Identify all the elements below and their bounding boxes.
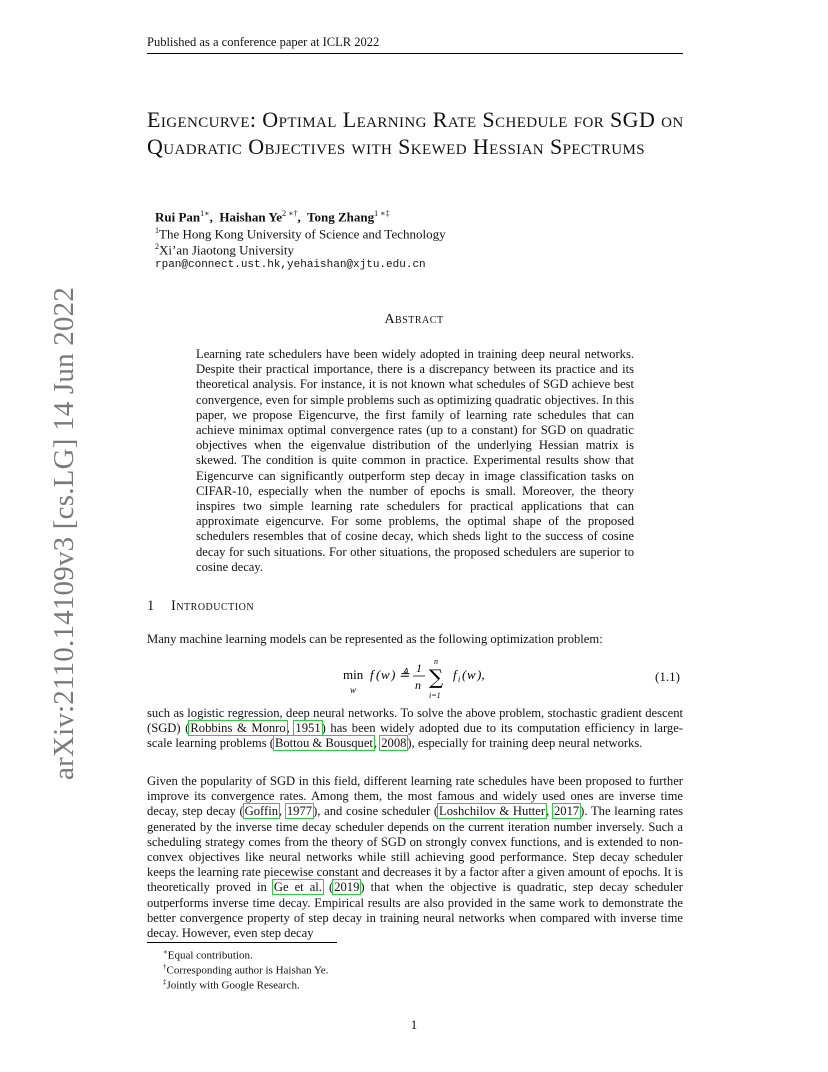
svg-text:w: w	[350, 685, 357, 695]
paper-title: Eigencurve: Optimal Learning Rate Schedule for SGD on Quadratic Objectives with Skewed Hessian Spectrums	[147, 107, 684, 159]
author-marks: 1∗	[200, 209, 210, 218]
affiliation	[155, 226, 446, 242]
svg-text:n: n	[415, 678, 421, 692]
svg-text:∑: ∑	[429, 665, 444, 689]
text-run: ). The learning rates generated by the inverse time decay scheduler depends on the current iteration number inversely. Such a scheduling strategy comes from the theory of SGD on strongly convex functions, and is extended to non-convex objectives like neural networks while still achieving good performance. Step decay scheduler keeps the learning rate piecewise constant and decreases it by a factor after a given amount of epochs. It is theoretically proved in	[147, 804, 684, 895]
text-run: ,	[286, 721, 295, 736]
citation-year-link[interactable]: 1977	[286, 804, 313, 819]
text-run: ,	[546, 804, 553, 819]
text-run: ,	[373, 736, 381, 751]
svg-text:f: f	[370, 667, 374, 682]
equation	[343, 656, 543, 701]
affiliation-number: 1	[155, 226, 159, 235]
section-title: Introduction	[171, 598, 255, 614]
citation-year-link[interactable]: 1951	[295, 721, 321, 736]
abstract-text: Learning rate schedulers have been widely adopted in training deep neural networks. Despite their practical importance, there is a discrepancy between its practice and its theoretical analysis. For instance, it is not known what schedules of SGD achieve best convergence, even for simple problems such as optimizing quadratic objectives. In this paper, we propose Eigencurve, the first family of learning rate schedules that can achieve minimax optimal convergence rates (up to a constant) for SGD on quadratic objectives when the eigenvalue distribution of the underlying Hessian matrix is skewed. The condition is quite common in practice. Experimental results show that Eigencurve can significantly outperform step decay in image classification tasks on CIFAR-10, especially when the number of epochs is small. Moreover, the theory inspires two simple learning rate schedulers for practical applications that can approximate eigencurve. For some problems, the optimal shape of the proposed schedulers resembles that of cosine decay, which sheds light to the success of cosine decay for such situations. For other situations, the proposed schedulers are superior to cosine decay.	[196, 347, 634, 574]
text-run: (	[322, 880, 334, 895]
arxiv-stamp-text: arXiv:2110.14109v3 [cs.LG] 14 Jun 2022	[48, 286, 80, 780]
text-run: ), and cosine scheduler (	[313, 804, 439, 819]
svg-text:n: n	[434, 657, 438, 666]
text-run: ,	[279, 804, 286, 819]
svg-text:min: min	[343, 667, 364, 682]
running-header: Published as a conference paper at ICLR 2022	[147, 35, 380, 49]
svg-text:i=1: i=1	[429, 691, 441, 700]
abstract-heading: Abstract	[384, 312, 444, 327]
arxiv-stamp	[0, 280, 80, 780]
citation-year-link[interactable]: 2017	[553, 804, 580, 819]
footnote-text: Equal contribution.	[167, 949, 253, 962]
author-marks: 1 ∗‡	[374, 209, 390, 218]
intro-paragraph: Many machine learning models can be represented as the following optimization problem:	[147, 632, 603, 646]
header-rule	[147, 53, 683, 54]
affiliation-name: The Hong Kong University of Science and Technology	[159, 226, 446, 242]
text-run: ) that when the objective is quadratic, step decay scheduler outperforms inverse time decay. Empirical results are also provided in the same work to demonstrate the better convergence property of step decay in training neural networks when compared with inverse time decay. However, even step decay	[147, 880, 683, 941]
svg-text:(: (	[462, 667, 467, 682]
section-number: 1	[147, 598, 155, 614]
svg-text:i: i	[458, 675, 461, 684]
svg-text:f: f	[453, 667, 457, 682]
equation-number: (1.1)	[655, 669, 680, 684]
citation-link[interactable]: Bottou & Bousquet	[274, 736, 373, 751]
footnote-mark: †	[163, 963, 167, 971]
body-paragraph	[147, 774, 683, 941]
footnote-text: Corresponding author is Haishan Ye.	[166, 964, 329, 977]
svg-text:w: w	[467, 667, 476, 682]
affiliation	[155, 242, 294, 258]
footnote-text: Jointly with Google Research.	[166, 979, 300, 992]
author-name: Tong Zhang	[307, 209, 375, 225]
author-name: Haishan Ye	[219, 209, 283, 225]
body-paragraph	[147, 706, 683, 752]
affiliation-number: 2	[155, 242, 159, 251]
text-run: Given the popularity of SGD in this field, different learning rate schedules have been proposed to further improve its convergence rates. Among them, the most famous and widely used ones are inverse time decay, step decay (	[147, 774, 683, 819]
text-run: such as logistic regression, deep neural networks. To solve the above problem, stochastic gradient descent (SGD) (	[147, 706, 683, 736]
citation-link[interactable]: Goffin	[244, 804, 279, 819]
footnote	[163, 978, 300, 992]
svg-text:) ≜: ) ≜	[391, 667, 410, 682]
svg-text:(: (	[376, 667, 381, 682]
text-run: ), especially for training deep neural networks.	[407, 736, 643, 751]
author-list: Rui Pan$^{1∗}$, Haishan $Ye^{2 ∗\dagger}$, Tong Zhang$^{1 ∗\ddagger}$	[155, 209, 390, 225]
citation-year-link[interactable]: 2008	[381, 736, 407, 751]
svg-text:w: w	[381, 667, 390, 682]
text-run: ) has been widely adopted due to its computation efficiency in large-scale learning problems (	[147, 721, 683, 751]
footnote-mark: ‡	[163, 978, 167, 986]
citation-year-link[interactable]: 2019	[334, 880, 360, 895]
svg-text:1: 1	[416, 661, 422, 675]
citation-link[interactable]: Robbins & Monro	[190, 721, 286, 736]
page-number: 1	[410, 1017, 418, 1032]
footnote	[163, 948, 253, 962]
citation-link[interactable]: Loshchilov & Hutter	[439, 804, 546, 819]
author-marks: 2 ∗†	[282, 209, 298, 218]
svg-text:),: ),	[477, 667, 485, 682]
citation-link[interactable]: Ge et al.	[273, 880, 322, 895]
footnote-mark: ∗	[163, 948, 168, 956]
footnote-rule	[147, 942, 337, 943]
affiliation-name: Xi’an Jiaotong University	[159, 242, 295, 258]
author-email: rpan@connect.ust.hk,yehaishan@xjtu.edu.cn	[155, 259, 426, 271]
footnote	[163, 963, 328, 977]
author-name: Rui Pan	[155, 209, 201, 225]
section-heading	[147, 598, 254, 615]
